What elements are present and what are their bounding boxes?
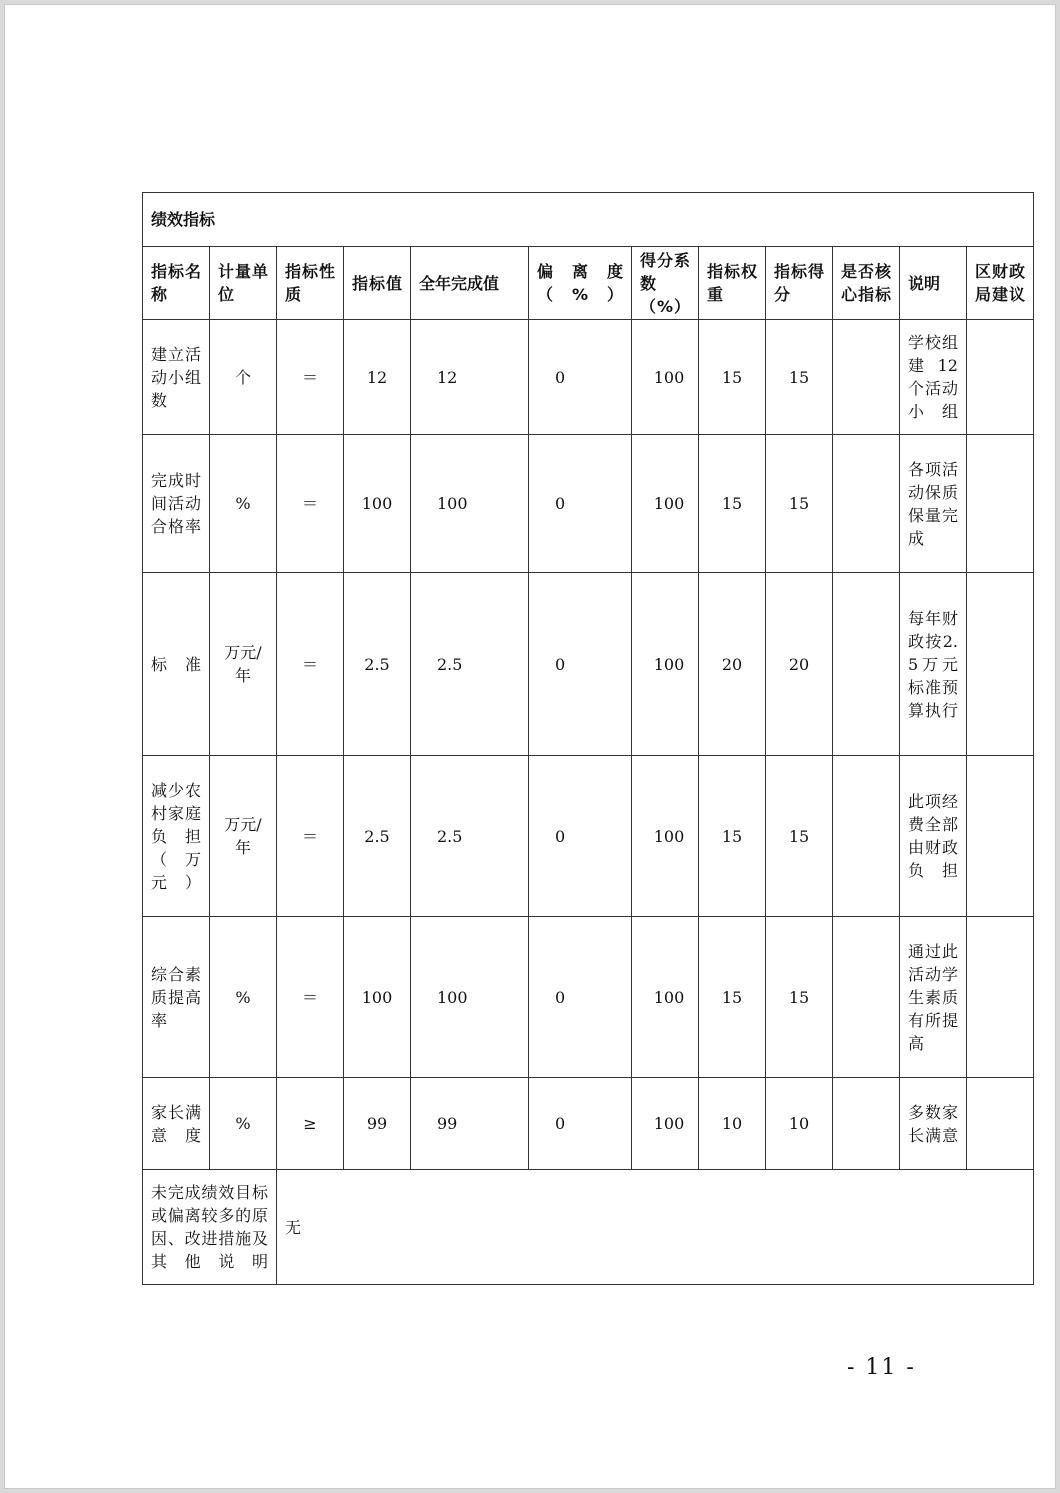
header-cell: 指标得分 <box>766 247 833 320</box>
indicator-name: 完成时间活动合格率 <box>143 435 210 573</box>
indicator-name: 建立活动小组数 <box>143 320 210 435</box>
unit-cell: 万元/年 <box>210 756 277 917</box>
weight-cell: 20 <box>699 573 766 756</box>
footer-row <box>143 1170 1034 1285</box>
target-cell: 100 <box>344 435 411 573</box>
deviation-cell: 0 <box>529 756 632 917</box>
indicator-name: 标准 <box>143 573 210 756</box>
header-cell: 指标权重 <box>699 247 766 320</box>
unit-cell: % <box>210 1078 277 1170</box>
deviation-cell: 0 <box>529 573 632 756</box>
advice-cell <box>967 435 1034 573</box>
core-cell <box>833 573 900 756</box>
coef-cell: 100 <box>632 756 699 917</box>
coef-cell: 100 <box>632 320 699 435</box>
table-row <box>143 320 1034 435</box>
header-cell: 全年完成值 <box>411 247 529 320</box>
description-cell: 此项经费全部由财政负担 <box>900 756 967 917</box>
coef-cell: 100 <box>632 917 699 1078</box>
core-cell <box>833 917 900 1078</box>
coef-cell: 100 <box>632 435 699 573</box>
header-row <box>143 247 1034 320</box>
target-cell: 100 <box>344 917 411 1078</box>
deviation-cell: 0 <box>529 1078 632 1170</box>
deviation-cell: 0 <box>529 320 632 435</box>
nature-cell: ＝ <box>277 435 344 573</box>
score-cell: 15 <box>766 320 833 435</box>
description-cell: 多数家长满意 <box>900 1078 967 1170</box>
header-cell: 指标性质 <box>277 247 344 320</box>
target-cell: 99 <box>344 1078 411 1170</box>
weight-cell: 15 <box>699 435 766 573</box>
unit-cell: 万元/年 <box>210 573 277 756</box>
actual-cell: 2.5 <box>411 756 529 917</box>
page-number: - 11 - <box>847 1355 916 1380</box>
core-cell <box>833 320 900 435</box>
score-cell: 15 <box>766 435 833 573</box>
table-row <box>143 756 1034 917</box>
actual-cell: 99 <box>411 1078 529 1170</box>
header-cell: 说明 <box>900 247 967 320</box>
unit-cell: % <box>210 435 277 573</box>
header-cell: 区财政局建议 <box>967 247 1034 320</box>
score-cell: 10 <box>766 1078 833 1170</box>
footer-value: 无 <box>277 1170 1034 1285</box>
advice-cell <box>967 917 1034 1078</box>
weight-cell: 10 <box>699 1078 766 1170</box>
nature-cell: ≥ <box>277 1078 344 1170</box>
table-row <box>143 1078 1034 1170</box>
header-cell: 偏离度（%） <box>529 247 632 320</box>
weight-cell: 15 <box>699 756 766 917</box>
description-cell: 学校组建12个活动小组 <box>900 320 967 435</box>
indicator-name: 减少农村家庭负担（万元） <box>143 756 210 917</box>
nature-cell: ＝ <box>277 756 344 917</box>
score-cell: 20 <box>766 573 833 756</box>
header-cell: 指标值 <box>344 247 411 320</box>
nature-cell: ＝ <box>277 917 344 1078</box>
unit-cell: % <box>210 917 277 1078</box>
nature-cell: ＝ <box>277 573 344 756</box>
description-cell: 每年财政按2.5万元标准预算执行 <box>900 573 967 756</box>
table-row <box>143 917 1034 1078</box>
document-page <box>4 4 1056 1489</box>
target-cell: 2.5 <box>344 573 411 756</box>
header-cell: 是否核心指标 <box>833 247 900 320</box>
core-cell <box>833 435 900 573</box>
weight-cell: 15 <box>699 320 766 435</box>
core-cell <box>833 1078 900 1170</box>
actual-cell: 100 <box>411 917 529 1078</box>
header-cell: 指标名称 <box>143 247 210 320</box>
deviation-cell: 0 <box>529 917 632 1078</box>
coef-cell: 100 <box>632 1078 699 1170</box>
deviation-cell: 0 <box>529 435 632 573</box>
actual-cell: 12 <box>411 320 529 435</box>
actual-cell: 100 <box>411 435 529 573</box>
score-cell: 15 <box>766 756 833 917</box>
target-cell: 2.5 <box>344 756 411 917</box>
advice-cell <box>967 573 1034 756</box>
score-cell: 15 <box>766 917 833 1078</box>
footer-label: 未完成绩效目标或偏离较多的原因、改进措施及其他说明 <box>143 1170 277 1285</box>
table-row <box>143 573 1034 756</box>
coef-cell: 100 <box>632 573 699 756</box>
advice-cell <box>967 1078 1034 1170</box>
header-cell: 得分系数（%） <box>632 247 699 320</box>
table-row <box>143 435 1034 573</box>
indicator-name: 综合素质提高率 <box>143 917 210 1078</box>
target-cell: 12 <box>344 320 411 435</box>
weight-cell: 15 <box>699 917 766 1078</box>
actual-cell: 2.5 <box>411 573 529 756</box>
indicator-name: 家长满意度 <box>143 1078 210 1170</box>
advice-cell <box>967 756 1034 917</box>
table-title: 绩效指标 <box>143 193 1034 247</box>
description-cell: 通过此活动学生素质有所提高 <box>900 917 967 1078</box>
unit-cell: 个 <box>210 320 277 435</box>
description-cell: 各项活动保质保量完成 <box>900 435 967 573</box>
performance-indicator-table <box>142 192 1034 1285</box>
nature-cell: ＝ <box>277 320 344 435</box>
core-cell <box>833 756 900 917</box>
header-cell: 计量单位 <box>210 247 277 320</box>
advice-cell <box>967 320 1034 435</box>
